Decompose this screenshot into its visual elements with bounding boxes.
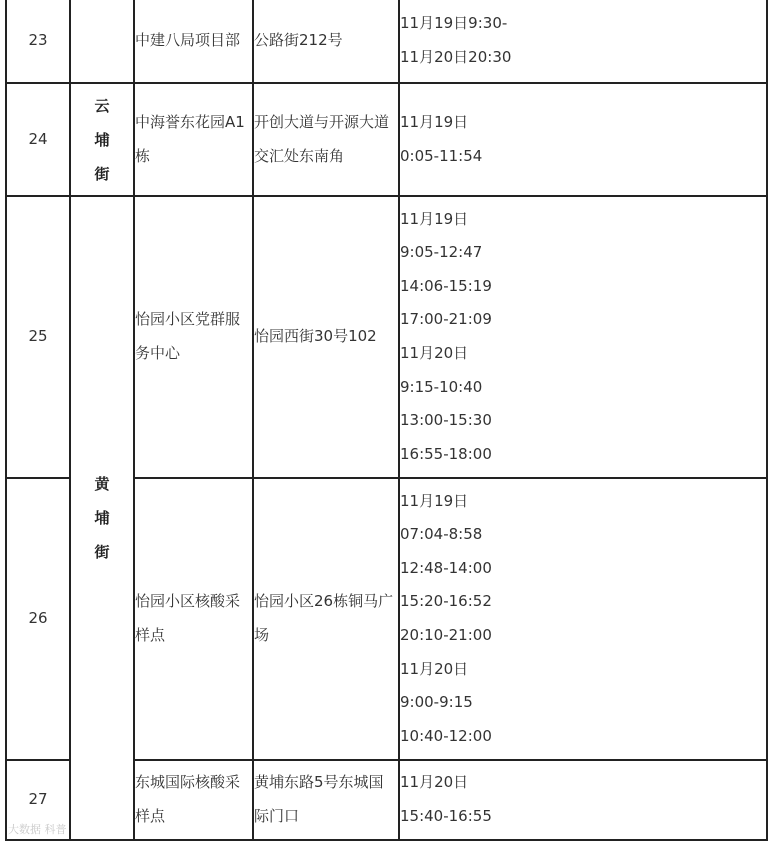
street-char: 埔	[94, 130, 110, 149]
site-name: 怡园小区党群服务中心	[134, 196, 253, 478]
street-char: 街	[94, 543, 110, 561]
time-line: 11月19日	[400, 491, 469, 510]
time-line: 11月19日	[400, 112, 469, 131]
time-line: 11月20日	[400, 773, 469, 792]
street-char: 黄	[94, 475, 110, 493]
time-line: 9:00-9:15	[400, 693, 473, 712]
time-cell	[399, 0, 767, 83]
site-name: 怡园小区核酸采样点	[134, 478, 253, 760]
time-line: 14:06-15:19	[400, 276, 492, 295]
watermark-logo: 大数据 科普	[8, 823, 67, 836]
time-cell	[399, 83, 767, 196]
table-row	[6, 83, 767, 196]
table-row	[6, 196, 767, 478]
row-number: 27	[6, 760, 70, 840]
testing-sites-table	[5, 0, 768, 841]
street-name-yunpu	[70, 83, 134, 196]
time-line: 11月19日	[400, 209, 469, 228]
time-line: 13:00-15:30	[400, 411, 492, 430]
site-address: 怡园西街30号102	[253, 196, 399, 478]
time-line: 16:55-18:00	[400, 444, 492, 463]
time-line: 11月20日	[400, 344, 469, 362]
time-line: 07:04-8:58	[400, 525, 483, 544]
time-line: 0:05-11:54	[400, 146, 483, 165]
site-name: 中建八局项目部	[134, 0, 253, 83]
time-line: 11月19日9:30-	[400, 14, 508, 33]
time-line: 9:05-12:47	[400, 243, 483, 262]
time-line: 12:48-14:00	[400, 558, 492, 577]
time-cell	[399, 196, 767, 478]
row-number: 23	[6, 0, 70, 83]
time-line: 20:10-21:00	[400, 626, 492, 644]
time-line: 17:00-21:09	[400, 310, 492, 329]
time-line: 15:40-16:55	[400, 807, 492, 825]
site-address: 怡园小区26栋铜马广场	[253, 478, 399, 760]
time-line: 11月20日	[400, 659, 469, 678]
site-address: 开创大道与开源大道交汇处东南角	[253, 83, 399, 196]
site-address: 公路街212号	[253, 0, 399, 83]
time-line: 9:15-10:40	[400, 377, 483, 396]
time-cell	[399, 478, 767, 760]
row-number: 24	[6, 83, 70, 196]
site-name: 东城国际核酸采样点	[134, 760, 253, 840]
street-cell-empty	[70, 0, 134, 83]
time-cell	[399, 760, 767, 840]
site-name: 中海誉东花园A1栋	[134, 83, 253, 196]
row-number: 25	[6, 196, 70, 478]
street-char: 埔	[94, 509, 110, 527]
time-line: 10:40-12:00	[400, 726, 492, 745]
table-row	[6, 0, 767, 83]
site-address: 黄埔东路5号东城国际门口	[253, 760, 399, 840]
time-line: 15:20-16:52	[400, 592, 492, 611]
time-line: 11月20日20:30	[400, 48, 512, 66]
street-char: 街	[94, 164, 110, 183]
street-char: 云	[94, 96, 110, 115]
street-name-huangpu	[70, 196, 134, 840]
row-number: 26	[6, 478, 70, 760]
